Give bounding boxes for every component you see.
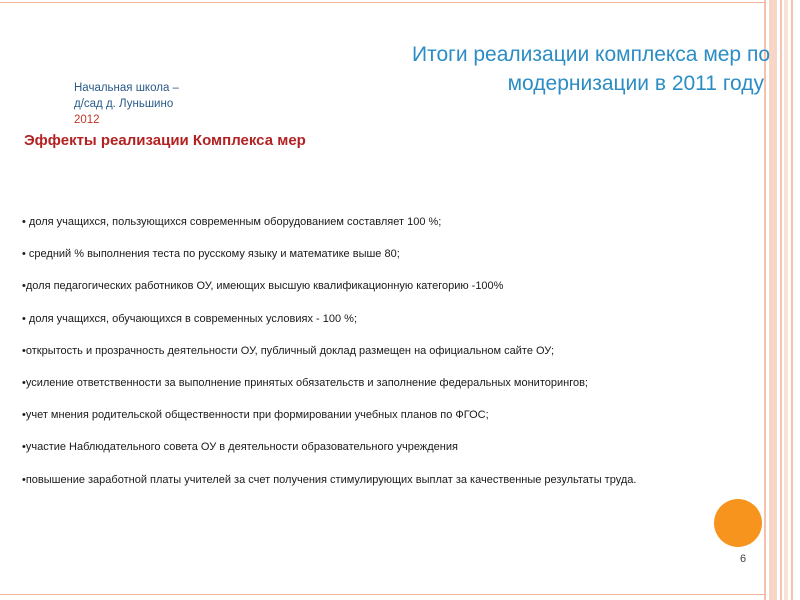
list-item: •доля педагогических работников ОУ, имеющих высшую квалификационную категорию -100%	[22, 280, 504, 293]
list-item: • доля учащихся, обучающихся в современных условиях - 100 %;	[22, 312, 357, 325]
top-border-line	[0, 2, 764, 3]
list-item: •усиление ответственности за выполнение принятых обязательств и заполнение федеральных мониторингов;	[22, 376, 588, 389]
slide-title-line-1: Итоги реализации комплекса мер по	[412, 43, 770, 66]
list-item: •повышение заработной платы учителей за счет получения стимулирующих выплат за качественные результаты труда.	[22, 473, 637, 486]
list-item: • доля учащихся, пользующихся современным оборудованием составляет 100 %;	[22, 216, 442, 228]
school-subtitle	[74, 80, 234, 128]
subtitle-line-2: д/сад д. Луньшино	[74, 98, 174, 110]
subtitle-year: 2012	[74, 114, 100, 126]
section-heading: Эффекты реализации Комплекса мер	[24, 132, 306, 149]
decorative-stripe	[784, 0, 788, 600]
bottom-border-line	[0, 594, 764, 595]
page-number: 6	[740, 553, 747, 565]
decorative-stripe	[791, 0, 793, 600]
list-item: • средний % выполнения теста по русскому языку и математике выше 80;	[22, 248, 400, 261]
decorative-orange-circle	[714, 499, 762, 547]
slide-title	[300, 40, 770, 98]
slide-title-line-2: модернизации в 2011 году	[507, 72, 764, 95]
list-item: •открытость и прозрачность деятельности ОУ, публичный доклад размещен на официальном сайте ОУ;	[22, 344, 555, 357]
decorative-stripe	[769, 0, 777, 600]
effects-list	[22, 213, 767, 503]
list-item: •участие Наблюдательного совета ОУ в деятельности образовательного учреждения	[22, 441, 458, 454]
list-item: •учет мнения родительской общественности при формировании учебных планов по ФГОС;	[22, 409, 489, 422]
subtitle-line-1: Начальная школа –	[74, 82, 179, 94]
decorative-stripe	[780, 0, 782, 600]
